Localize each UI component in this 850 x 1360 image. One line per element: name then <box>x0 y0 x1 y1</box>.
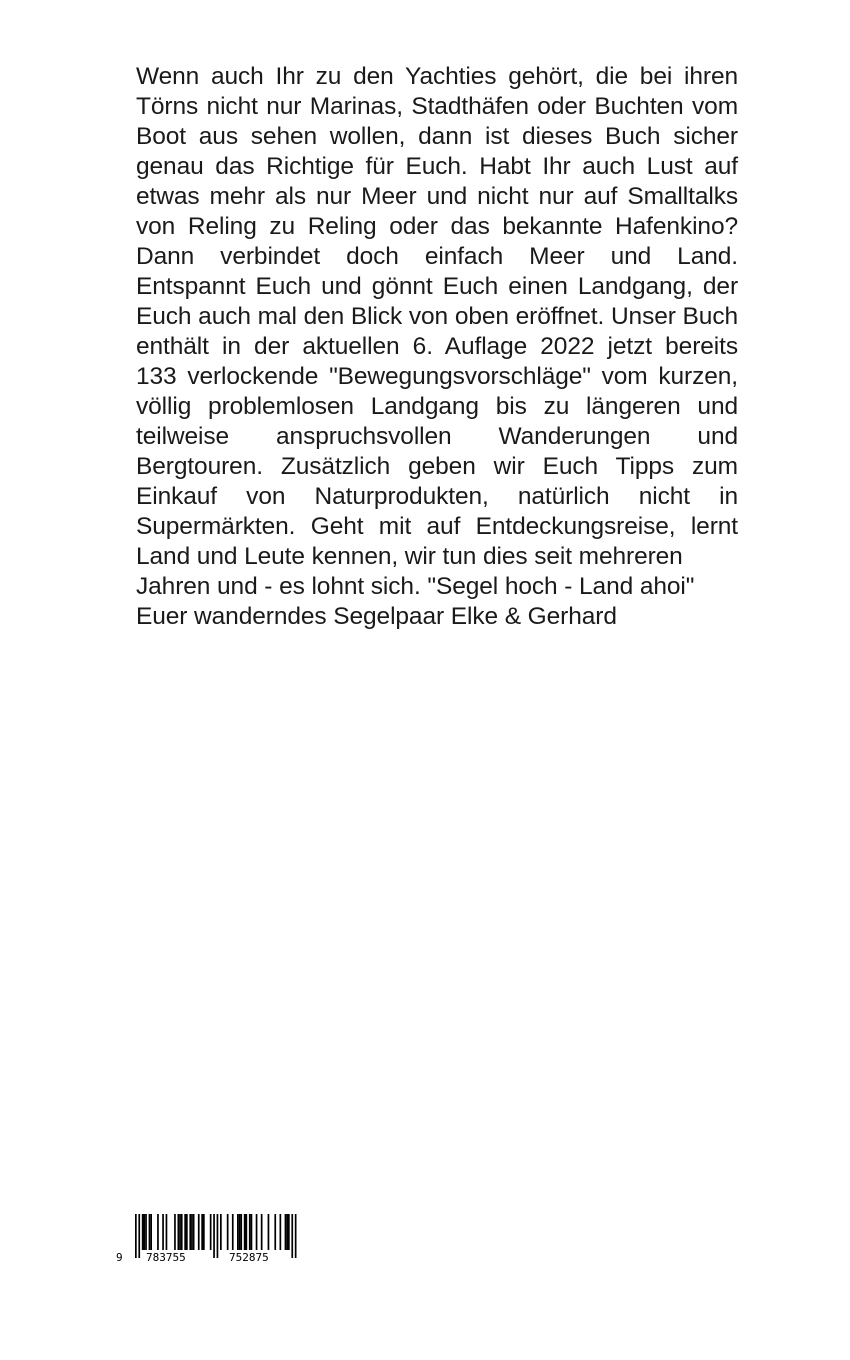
barcode-bar <box>144 1214 146 1250</box>
barcode-bar <box>186 1214 188 1250</box>
barcode-bar <box>288 1214 290 1250</box>
barcode-bar <box>189 1214 191 1250</box>
barcode-bar <box>179 1214 181 1250</box>
barcode-bar <box>198 1214 200 1250</box>
barcode-digits <box>113 1249 298 1265</box>
barcode-digits-right: 752875 <box>229 1251 269 1264</box>
blurb-line: genau das Richtige für Euch. Habt Ihr auch Lust auf <box>136 153 738 180</box>
blurb-line: Entspannt Euch und gönnt Euch einen Landgang, der <box>136 273 738 300</box>
isbn-barcode <box>113 1214 298 1266</box>
barcode-bar <box>285 1214 287 1250</box>
barcode-bar <box>191 1214 193 1250</box>
barcode-bar <box>184 1214 186 1250</box>
barcode-bar <box>220 1214 222 1250</box>
blurb-line: etwas mehr als nur Meer und nicht nur auf Smalltalks <box>136 183 738 210</box>
barcode-bar <box>157 1214 159 1250</box>
blurb-line: Törns nicht nur Marinas, Stadthäfen oder Buchten vom <box>136 93 738 120</box>
barcode-digits-left: 783755 <box>146 1251 186 1264</box>
blurb-line: Euer wanderndes Segelpaar Elke & Gerhard <box>136 603 617 630</box>
blurb-line: Euch auch mal den Blick von oben eröffnet. Unser Buch <box>136 303 738 330</box>
barcode-bar <box>178 1214 180 1250</box>
blurb-line: Bergtouren. Zusätzlich geben wir Euch Tipps zum <box>136 453 738 480</box>
barcode-bar <box>239 1214 241 1250</box>
blurb-line: 133 verlockende "Bewegungsvorschläge" vom kurzen, <box>136 363 738 390</box>
blurb-line: Einkauf von Naturprodukten, natürlich nicht in <box>136 483 738 510</box>
barcode-bar <box>210 1214 212 1250</box>
barcode-bar <box>142 1214 144 1250</box>
barcode-bar <box>181 1214 183 1250</box>
barcode-bar <box>246 1214 248 1250</box>
barcode-bar <box>193 1214 195 1250</box>
barcode-bar <box>174 1214 176 1250</box>
barcode-bar <box>166 1214 168 1250</box>
barcode-bar <box>232 1214 234 1250</box>
barcode-bar <box>201 1214 203 1250</box>
barcode-digit-first: 9 <box>116 1251 123 1264</box>
blurb-line: Jahren und - es lohnt sich. "Segel hoch - Land ahoi" <box>136 573 695 600</box>
blurb-line: Land und Leute kennen, wir tun dies seit mehreren <box>136 543 683 570</box>
barcode-bar <box>268 1214 270 1250</box>
barcode-bar <box>150 1214 152 1250</box>
back-cover-blurb <box>136 62 738 632</box>
barcode-bar <box>244 1214 246 1250</box>
blurb-line: Supermärkten. Geht mit auf Entdeckungsreise, lernt <box>136 513 738 540</box>
blurb-line: von Reling zu Reling oder das bekannte Hafenkino? <box>136 213 738 240</box>
barcode-bar <box>162 1214 164 1250</box>
barcode-bar <box>256 1214 258 1250</box>
blurb-line: Wenn auch Ihr zu den Yachties gehört, die bei ihren <box>136 63 738 90</box>
barcode-bar <box>237 1214 239 1250</box>
blurb-line: Dann verbindet doch einfach Meer und Land. <box>136 243 738 270</box>
blurb-line: Boot aus sehen wollen, dann ist dieses Buch sicher <box>136 123 738 150</box>
barcode-bar <box>261 1214 263 1250</box>
barcode-bar <box>145 1214 147 1250</box>
blurb-line: völlig problemlosen Landgang bis zu längeren und <box>136 393 738 420</box>
barcode-bar <box>280 1214 282 1250</box>
barcode-bar <box>251 1214 253 1250</box>
barcode-bar <box>240 1214 242 1250</box>
blurb-line: enthält in der aktuellen 6. Auflage 2022 jetzt bereits <box>136 333 738 360</box>
barcode-bar <box>149 1214 151 1250</box>
barcode-bar <box>249 1214 251 1250</box>
barcode-bar <box>286 1214 288 1250</box>
blurb-line: teilweise anspruchsvollen Wanderungen und <box>136 423 738 450</box>
barcode-bar <box>274 1214 276 1250</box>
barcode-bar <box>227 1214 229 1250</box>
barcode-bar <box>203 1214 205 1250</box>
